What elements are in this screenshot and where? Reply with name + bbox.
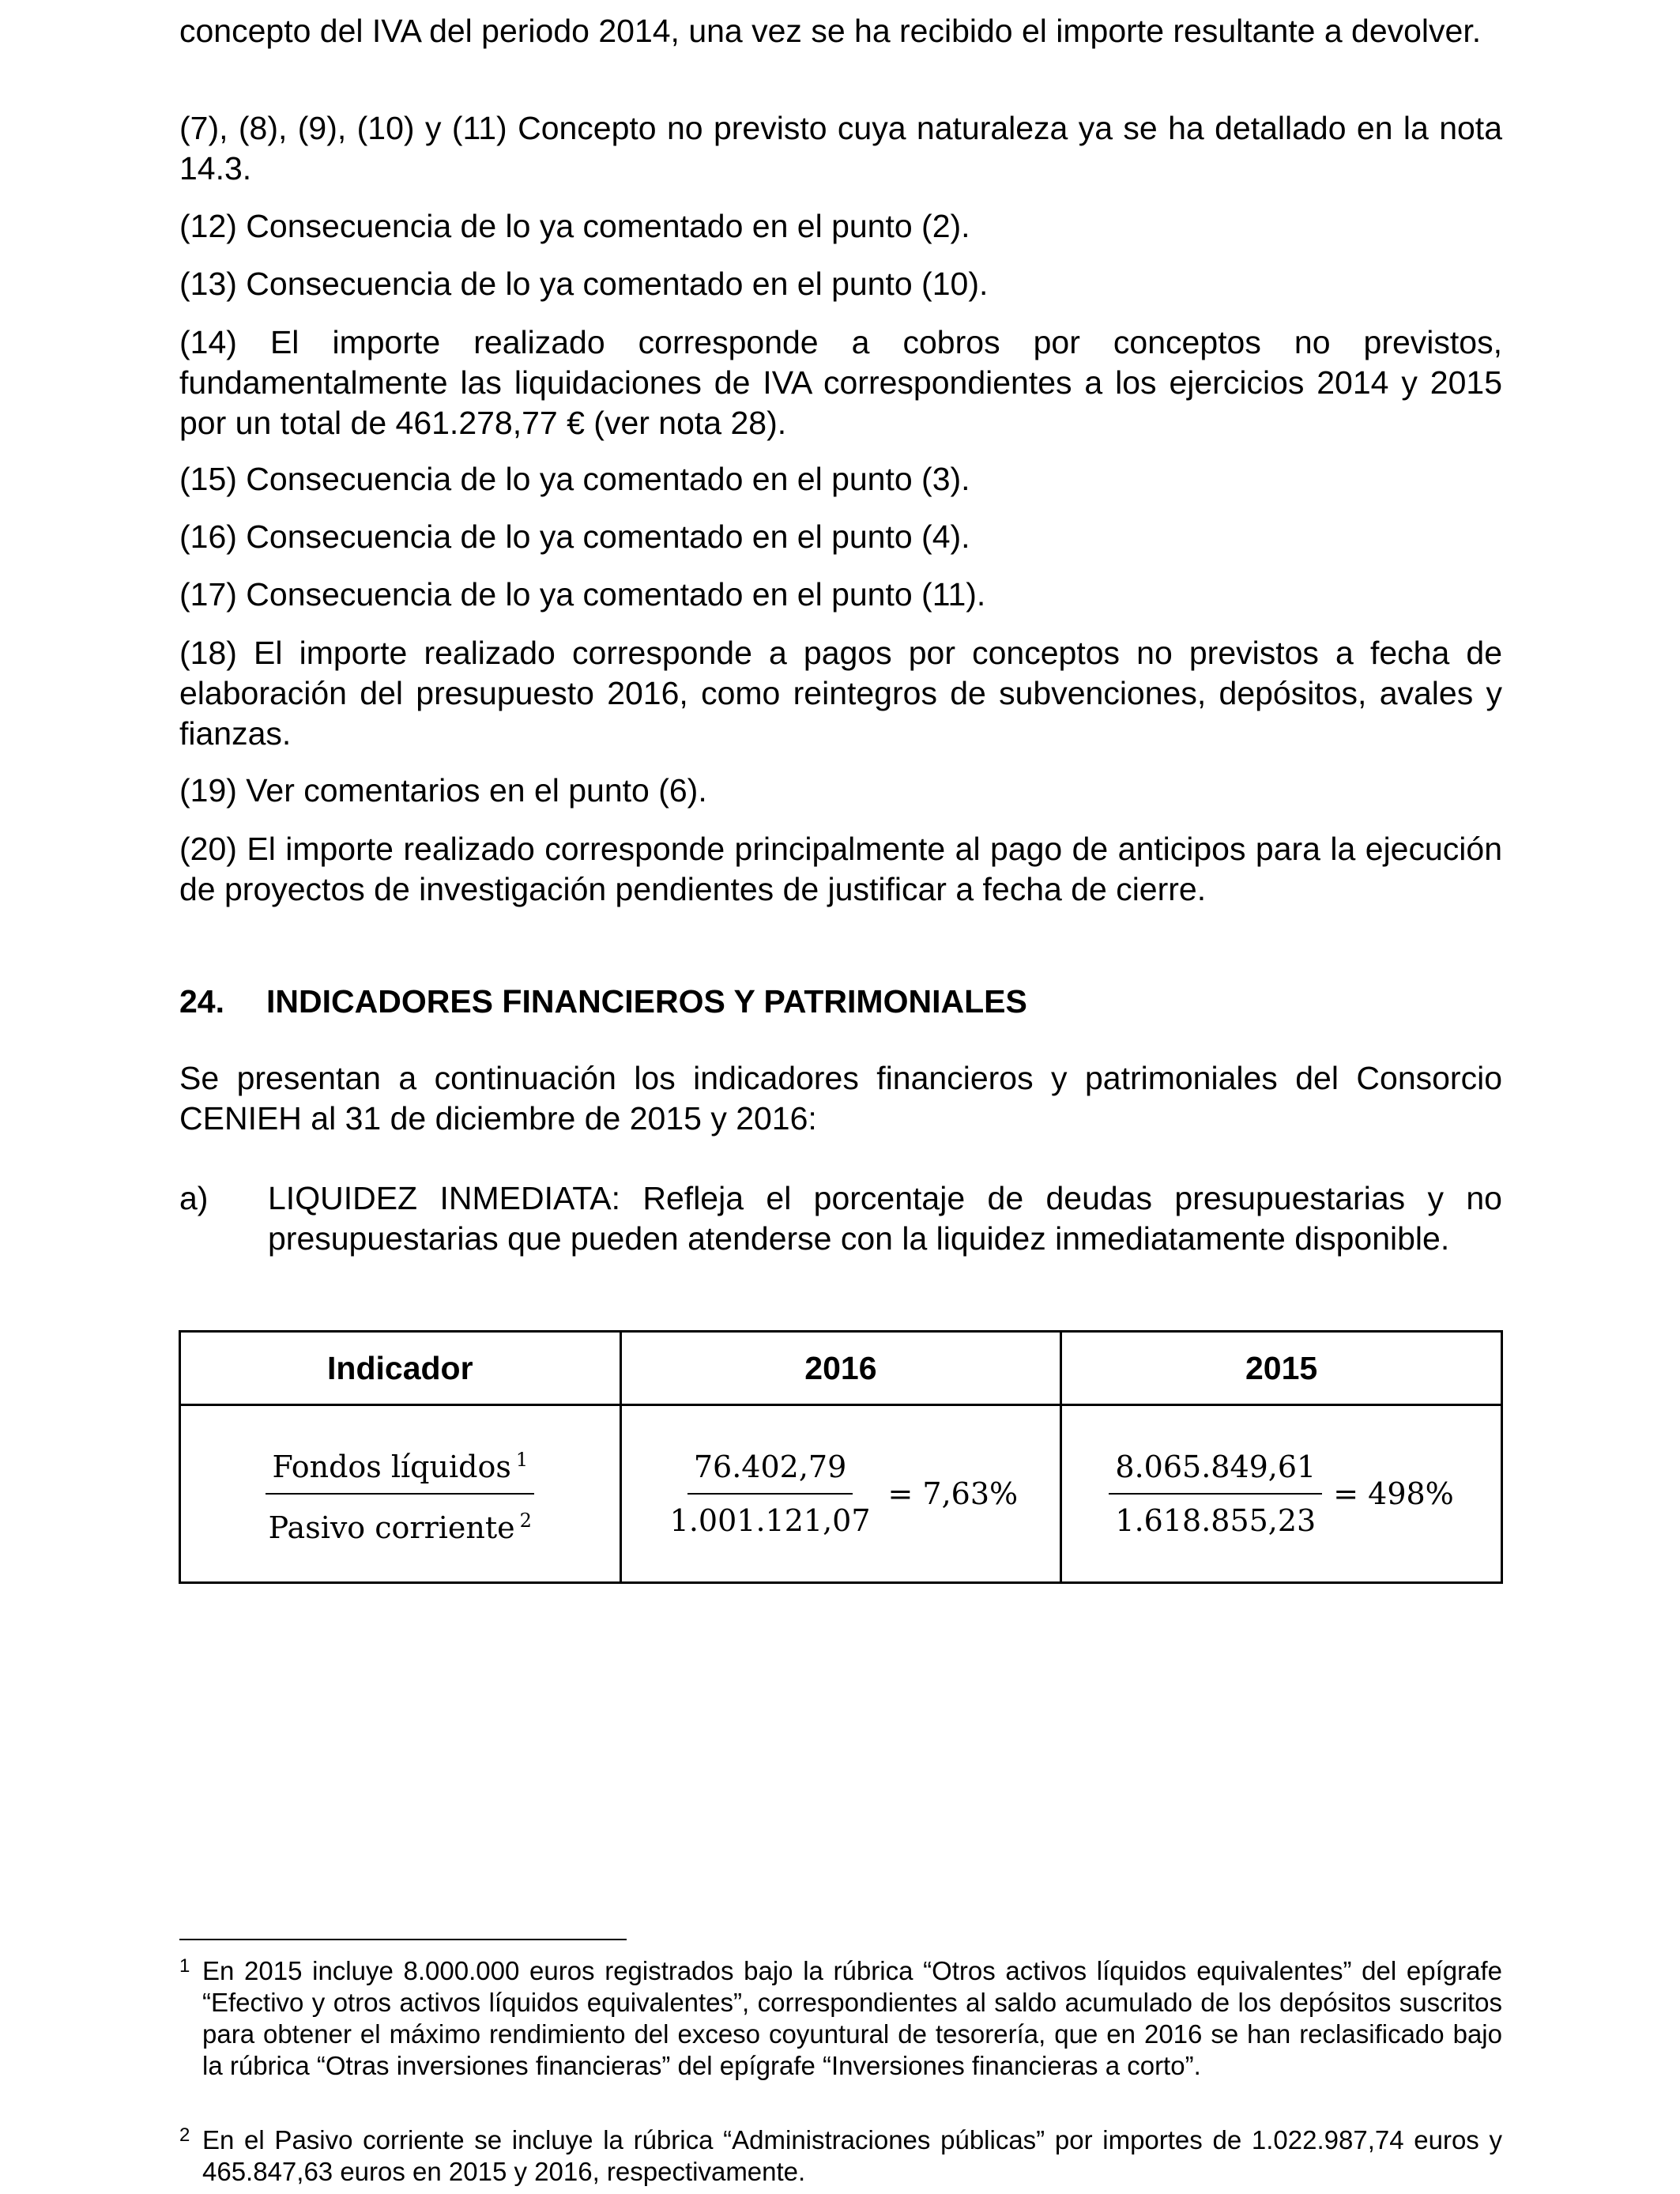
ratio-2016	[664, 1449, 1018, 1539]
value-2015-cell	[1061, 1405, 1502, 1583]
paragraph-note-20: (20) El importe realizado corresponde principalmente al pago de anticipos para la ejecución de proyectos de investigación pendientes de justificar a fecha de cierre.	[179, 831, 1502, 907]
paragraph-note-7-11: (7), (8), (9), (10) y (11) Concepto no previsto cuya naturaleza ya se ha detallado en la nota 14.3.	[179, 110, 1502, 187]
formula-denominator: Pasivo corriente	[268, 1510, 515, 1545]
indicator-formula	[262, 1442, 538, 1546]
ratio-2016-result: = 7,63%	[887, 1476, 1019, 1511]
ratio-2015-numerator: 8.065.849,61	[1109, 1449, 1322, 1495]
list-item-liquidez-inmediata: LIQUIDEZ INMEDIATA: Refleja el porcentaje de deudas presupuestarias y no presupuestarias que pueden atenderse con la liquidez inmediatamente disponible.	[268, 1180, 1502, 1257]
value-2016-cell	[620, 1405, 1061, 1583]
header-2016: 2016	[620, 1332, 1061, 1405]
footnote-ref-2: 2	[519, 1510, 532, 1532]
section-heading	[179, 982, 1027, 1022]
list-item-letter: a)	[179, 1180, 209, 1216]
ratio-2015-denominator: 1.618.855,23	[1115, 1503, 1317, 1538]
footnote-1	[179, 1955, 1502, 2082]
footnote-2	[179, 2124, 1502, 2188]
ratio-2015	[1109, 1449, 1453, 1539]
paragraph-note-13: (13) Consecuencia de lo ya comentado en el punto (10).	[179, 266, 989, 302]
footnote-1-text: En 2015 incluye 8.000.000 euros registrados bajo la rúbrica “Otros activos líquidos equivalentes” del epígrafe “Efectivo y otros activos líquidos equivalentes”, correspondientes al saldo acumulado de los depósitos suscritos para obtener el máximo rendimiento del exceso coyuntural de tesorería, que en 2016 se han reclasificado bajo la rúbrica “Otras inversiones financieras” del epígrafe “Inversiones financieras a corto”.	[202, 1956, 1502, 2080]
table-header-row	[180, 1332, 1502, 1405]
table-row	[180, 1405, 1502, 1583]
footnote-separator	[179, 1939, 627, 1940]
ratio-2016-denominator: 1.001.121,07	[669, 1503, 871, 1538]
paragraph-note-16: (16) Consecuencia de lo ya comentado en el punto (4).	[179, 518, 970, 555]
section-title: INDICADORES FINANCIEROS Y PATRIMONIALES	[266, 983, 1027, 1020]
footnote-1-mark: 1	[179, 1955, 190, 1977]
paragraph-iva-2014: concepto del IVA del periodo 2014, una vez se ha recibido el importe resultante a devolver.	[179, 13, 1482, 49]
footnote-ref-1: 1	[515, 1449, 529, 1471]
ratio-2016-numerator: 76.402,79	[687, 1449, 853, 1495]
paragraph-note-12: (12) Consecuencia de lo ya comentado en el punto (2).	[179, 208, 970, 244]
footnote-2-mark: 2	[179, 2124, 190, 2146]
paragraph-note-19: (19) Ver comentarios en el punto (6).	[179, 772, 707, 809]
paragraph-note-17: (17) Consecuencia de lo ya comentado en el punto (11).	[179, 576, 986, 613]
paragraph-note-18: (18) El importe realizado corresponde a pagos por conceptos no previstos a fecha de elaboración del presupuesto 2016, como reintegros de subvenciones, depósitos, avales y fianzas.	[179, 635, 1502, 752]
indicator-formula-cell	[180, 1405, 621, 1583]
footnote-2-text: En el Pasivo corriente se incluye la rúbrica “Administraciones públicas” por importes de 1.022.987,74 euros y 465.847,63 euros en 2015 y 2016, respectivamente.	[202, 2125, 1502, 2186]
section-intro: Se presentan a continuación los indicadores financieros y patrimoniales del Consorcio CENIEH al 31 de diciembre de 2015 y 2016:	[179, 1060, 1502, 1137]
section-number: 24.	[179, 983, 224, 1020]
formula-numerator: Fondos líquidos	[272, 1449, 511, 1484]
ratio-2015-result: = 498%	[1333, 1476, 1454, 1511]
header-2015: 2015	[1061, 1332, 1502, 1405]
paragraph-note-15: (15) Consecuencia de lo ya comentado en el punto (3).	[179, 461, 970, 497]
paragraph-note-14: (14) El importe realizado corresponde a cobros por conceptos no previstos, fundamentalmente las liquidaciones de IVA correspondientes a los ejercicios 2014 y 2015 por un total de 461.278,77 € (ver nota 28).	[179, 324, 1502, 441]
indicator-table	[179, 1330, 1503, 1584]
header-indicador: Indicador	[180, 1332, 621, 1405]
